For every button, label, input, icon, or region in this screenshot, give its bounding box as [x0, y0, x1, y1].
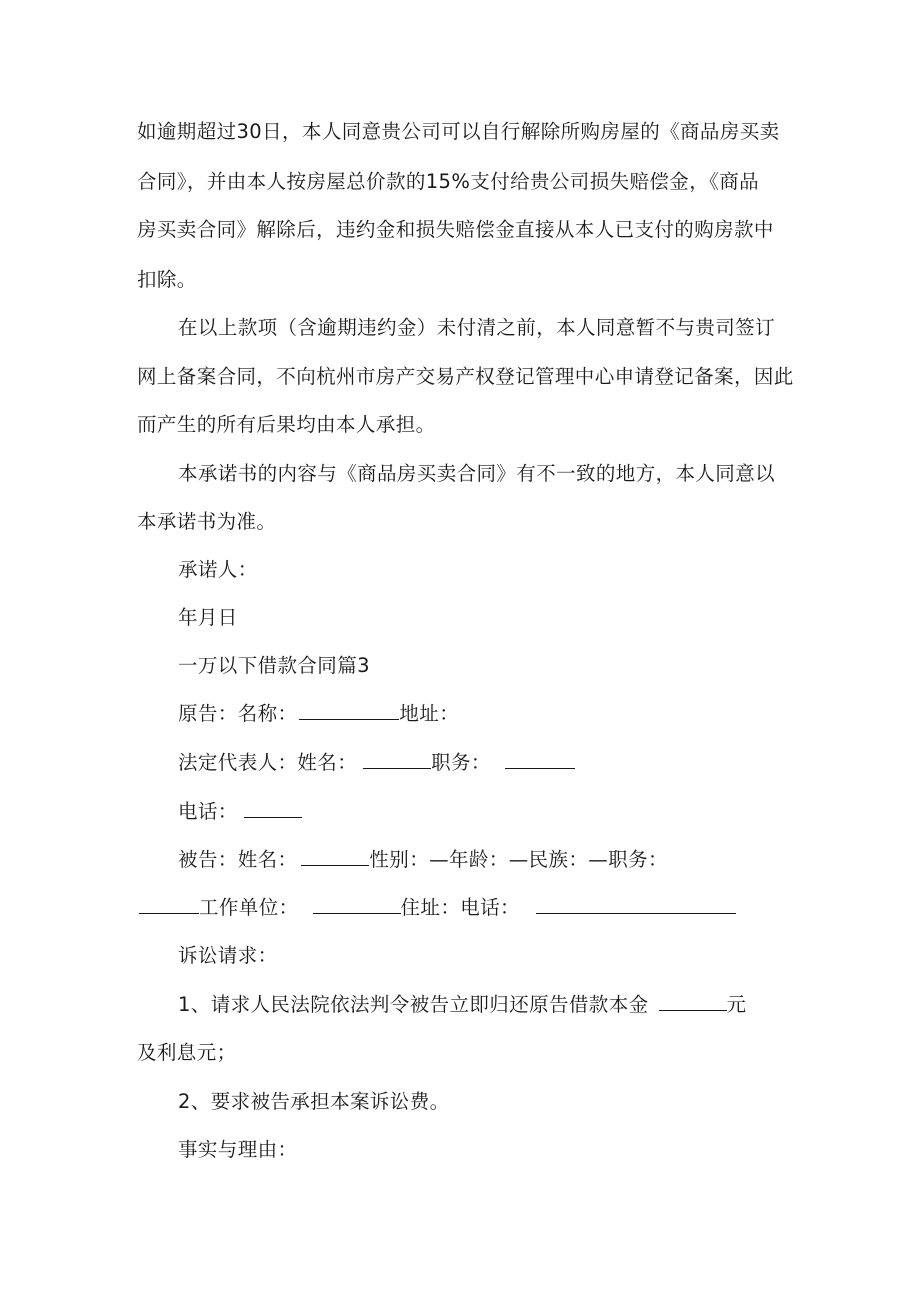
paragraph-2-line-3: 而产生的所有后果均由本人承担。	[137, 413, 436, 436]
date-label: 年月日	[178, 606, 238, 629]
plaintiff-name-blank[interactable]	[299, 701, 399, 720]
legal-rep-line	[178, 750, 575, 776]
phone-label: 电话：	[178, 800, 238, 823]
claim-1-amount-blank[interactable]	[659, 992, 727, 1011]
claim-1-continuation: 及利息元；	[137, 1041, 237, 1064]
paragraph-1-line-1: 如逾期超过30日，本人同意贵公司可以自行解除所购房屋的《商品房买卖	[137, 120, 780, 143]
defendant-name-blank[interactable]	[301, 847, 369, 866]
phone-line	[178, 799, 302, 825]
facts-heading: 事实与理由：	[178, 1138, 298, 1161]
paragraph-2-line-1: 在以上款项（含逾期违约金）未付清之前，本人同意暂不与贵司签订	[178, 316, 776, 339]
plaintiff-address-label: 地址：	[399, 702, 460, 725]
claim-1-line	[178, 992, 746, 1018]
paragraph-1-line-3: 房买卖合同》解除后，违约金和损失赔偿金直接从本人已支付的购房款中	[137, 218, 774, 241]
legal-rep-name-label: 法定代表人：姓名：	[178, 751, 358, 774]
defendant-name-label: 被告：姓名：	[178, 848, 298, 871]
claim-2: 2、要求被告承担本案诉讼费。	[178, 1090, 450, 1113]
plaintiff-line	[178, 701, 459, 727]
claim-1-unit: 元	[726, 993, 747, 1016]
claim-1-text: 1、请求人民法院依法判令被告立即归还原告借款本金	[178, 993, 649, 1016]
phone-blank[interactable]	[244, 799, 302, 818]
paragraph-3-line-1: 本承诺书的内容与《商品房买卖合同》有不一致的地方，本人同意以	[178, 462, 776, 485]
legal-rep-name-blank[interactable]	[363, 750, 431, 769]
defendant-details: 性别：—年龄：—民族：—职务：	[369, 848, 668, 871]
signer-label: 承诺人：	[178, 558, 258, 581]
paragraph-1-line-2: 合同》，并由本人按房屋总价款的15%支付给贵公司损失赔偿金，《商品	[137, 170, 760, 193]
paragraph-1-line-4: 扣除。	[137, 268, 197, 291]
defendant-line-1	[178, 847, 668, 873]
legal-rep-position-blank[interactable]	[505, 750, 575, 769]
plaintiff-name-label: 原告：名称：	[178, 702, 298, 725]
defendant-address-label: 住址：电话：	[400, 896, 520, 919]
defendant-work-unit-blank[interactable]	[313, 895, 401, 914]
defendant-work-unit-label: 工作单位：	[199, 896, 299, 919]
paragraph-2-line-2: 网上备案合同，不向杭州市房产交易产权登记管理中心申请登记备案，因此	[137, 365, 794, 388]
defendant-line-2	[139, 895, 736, 921]
defendant-phone-blank[interactable]	[536, 895, 736, 914]
section-title: 一万以下借款合同篇3	[178, 654, 370, 677]
defendant-position-blank[interactable]	[139, 895, 199, 914]
claims-heading: 诉讼请求：	[178, 944, 278, 967]
paragraph-3-line-2: 本承诺书为准。	[137, 510, 277, 533]
legal-rep-position-label: 职务：	[431, 751, 491, 774]
